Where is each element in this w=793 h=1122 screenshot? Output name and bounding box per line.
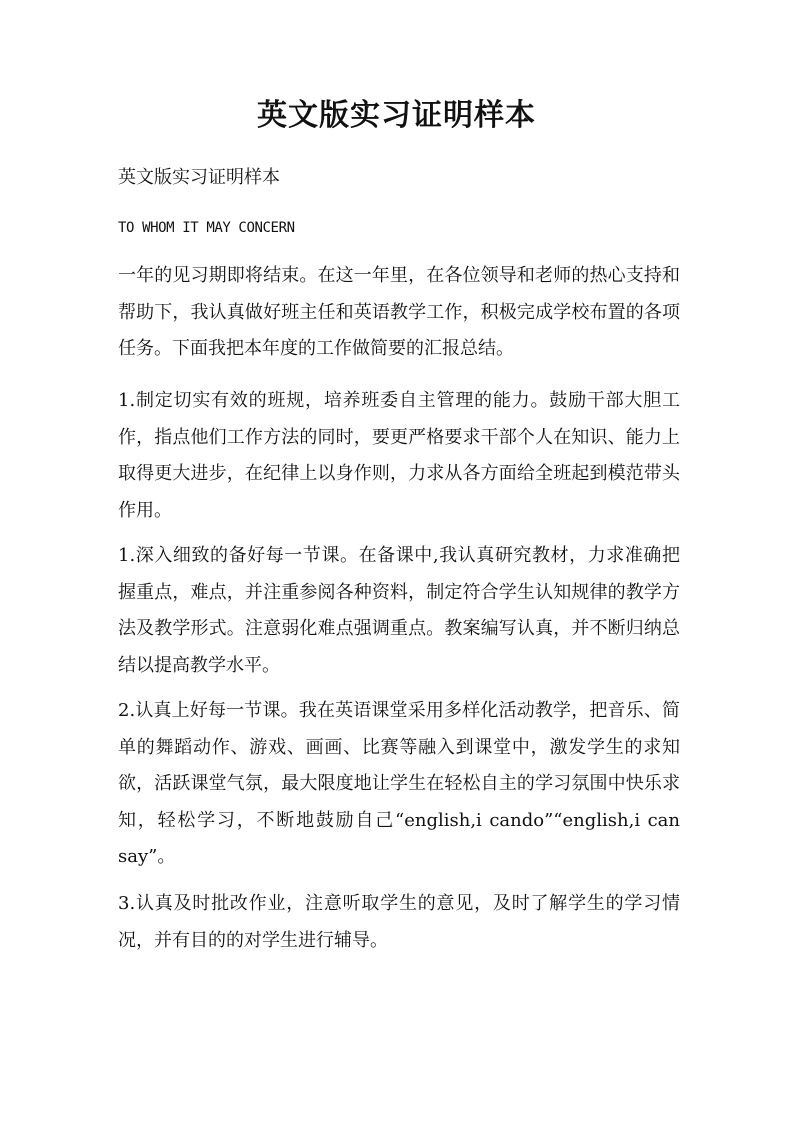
paragraph-class-rules: 1.制定切实有效的班规，培养班委自主管理的能力。鼓励干部大胆工作，指点他们工作方法的同时，要更严格要求干部个人在知识、能力上取得更大进步，在纪律上以身作则，力求从各方面给全班起到模范带头作用。 xyxy=(118,390,680,521)
paragraph-teaching: 2.认真上好每一节课。我在英语课堂采用多样化活动教学，把音乐、简单的舞蹈动作、游戏、画画、比赛等融入到课堂中，激发学生的求知欲，活跃课堂气氛，最大限度地让学生在轻松自主的学习氛围中快乐求知，轻松学习，不断地鼓励自己“english,i cando”“english,i can say”。 xyxy=(118,700,680,867)
salutation: TO WHOM IT MAY CONCERN xyxy=(118,220,295,236)
document-subtitle: 英文版实习证明样本 xyxy=(118,167,280,188)
document-title: 英文版实习证明样本 xyxy=(257,98,536,133)
paragraph-lesson-prep: 1.深入细致的备好每一节课。在备课中,我认真研究教材，力求准确把握重点，难点，并注重参阅各种资料，制定符合学生认知规律的教学方法及教学形式。注意弱化难点强调重点。教案编写认真，并不断归纳总结以提高教学水平。 xyxy=(118,545,680,676)
paragraph-homework: 3.认真及时批改作业，注意听取学生的意见，及时了解学生的学习情况，并有目的的对学生进行辅导。 xyxy=(118,893,680,951)
paragraph-intro: 一年的见习期即将结束。在这一年里，在各位领导和老师的热心支持和帮助下，我认真做好班主任和英语教学工作，积极完成学校布置的各项任务。下面我把本年度的工作做简要的汇报总结。 xyxy=(118,265,680,359)
